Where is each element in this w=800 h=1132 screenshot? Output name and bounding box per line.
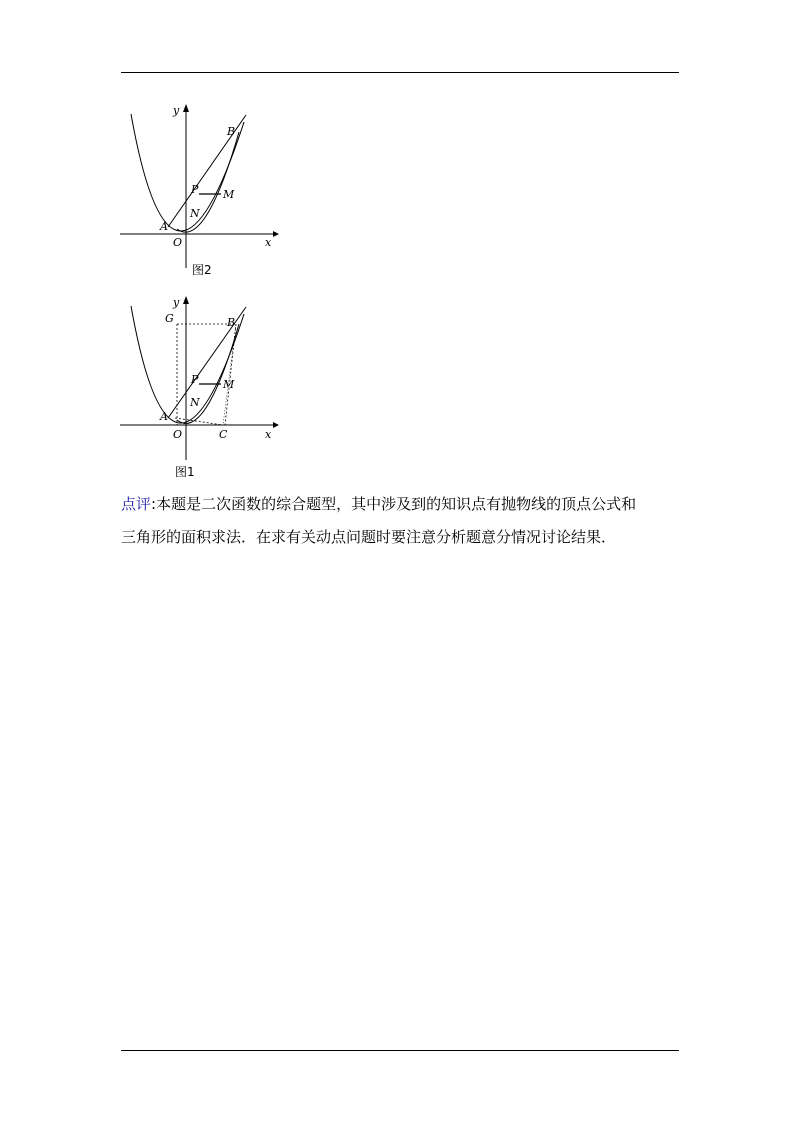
- figure-1-diagram: [115, 292, 280, 482]
- label-x: x: [265, 428, 272, 441]
- label-a: A: [160, 410, 168, 423]
- x-axis-arrow: [273, 231, 279, 237]
- label-g: G: [165, 312, 174, 325]
- y-axis-arrow: [183, 104, 189, 112]
- label-o: O: [173, 236, 183, 249]
- dashed-ac: [175, 418, 223, 425]
- dashed-bc-2: [223, 324, 236, 425]
- label-o: O: [173, 428, 183, 441]
- label-a: A: [160, 220, 168, 233]
- x-axis-arrow: [273, 422, 279, 428]
- comment-label: 点评: [121, 495, 152, 513]
- label-p: P: [191, 183, 199, 196]
- label-x: x: [265, 236, 272, 249]
- footer-rule: [121, 1050, 679, 1051]
- label-y: y: [173, 104, 180, 117]
- label-m: M: [223, 378, 235, 391]
- label-c: C: [219, 428, 228, 441]
- label-y: y: [173, 296, 180, 309]
- label-m: M: [223, 188, 235, 201]
- comment-line-1: [121, 488, 681, 521]
- comment-text-1: :本题是二次函数的综合题型，其中涉及到的知识点有抛物线的顶点公式和: [151, 495, 637, 513]
- label-p: P: [191, 373, 199, 386]
- figure-1-caption: 图1: [175, 465, 195, 479]
- label-n: N: [190, 396, 200, 409]
- figure-2-diagram: [115, 100, 280, 280]
- header-rule: [121, 72, 679, 73]
- figure-2-caption: 图2: [192, 263, 212, 277]
- label-b: B: [227, 316, 236, 329]
- comment-line-2: 三角形的面积求法．在求有关动点问题时要注意分析题意分情况讨论结果．: [121, 528, 617, 546]
- figure-1: [115, 292, 280, 482]
- label-n: N: [190, 207, 200, 220]
- label-b: B: [227, 125, 236, 138]
- y-axis-arrow: [183, 296, 189, 304]
- comment-paragraph: [121, 488, 681, 554]
- figure-2: [115, 100, 280, 280]
